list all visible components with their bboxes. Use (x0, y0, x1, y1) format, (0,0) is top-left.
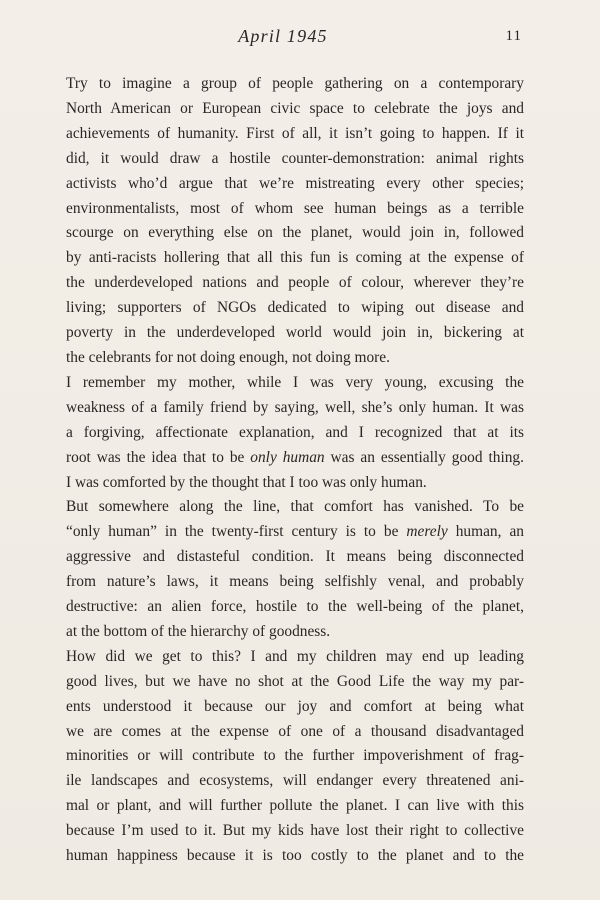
text-line: we are comes at the expense of one of a thousand disadvantaged (66, 722, 524, 740)
text-line: ents understood it because our joy and comfort at being what (66, 697, 524, 715)
text-line: I was comforted by the thought that I too was only human. (66, 473, 427, 491)
text-line: living; supporters of NGOs dedicated to wiping out disease and (66, 299, 524, 317)
text-line: I remember my mother, while I was very young, excusing the (66, 373, 524, 391)
body-text (66, 72, 524, 869)
text-segment: was an essentially good thing. (324, 448, 524, 466)
text-line: good lives, but we have no shot at the Good Life the way my par- (66, 672, 524, 690)
text-line: Try to imagine a group of people gathering on a contemporary (66, 75, 524, 92)
text-line: scourge on everything else on the planet, would join in, followed (66, 224, 524, 242)
text-line: did, it would draw a hostile counter-demonstration: animal rights (66, 149, 524, 167)
emphasis-text: merely (406, 523, 448, 541)
paragraph-1 (66, 72, 524, 371)
text-line: minorities or will contribute to the further impoverishment of frag- (66, 747, 524, 765)
text-segment: “only human” in the twenty-first century is to be (66, 523, 407, 541)
text-line: because I’m used to it. But my kids have lost their right to collective (66, 822, 524, 840)
text-line: at the bottom of the hierarchy of goodness. (66, 622, 331, 640)
text-line: poverty in the underdeveloped world would join in, bickering at (66, 324, 524, 342)
paragraph-2 (66, 371, 524, 496)
text-line: But somewhere along the line, that comfort has vanished. To be (66, 498, 524, 516)
text-line: from nature’s laws, it means being selfishly venal, and probably (66, 573, 524, 591)
text-line (66, 520, 524, 545)
text-line: by anti-racists hollering that all this fun is coming at the expense of (66, 249, 524, 267)
text-line: How did we get to this? I and my children may end up leading (66, 647, 524, 665)
text-line: human happiness because it is too costly to the planet and to the (66, 847, 524, 865)
text-segment: root was the idea that to be (66, 448, 251, 466)
text-line: weakness of a family friend by saying, well, she’s only human. It was (66, 398, 524, 416)
running-title: April 1945 (238, 26, 328, 46)
text-line: the celebrants for not doing enough, not doing more. (66, 348, 390, 366)
page-number: 11 (505, 28, 522, 44)
running-head (0, 22, 600, 50)
text-segment: human, an (447, 523, 524, 541)
text-line: a forgiving, affectionate explanation, and I recognized that at its (66, 423, 524, 441)
text-line (66, 446, 524, 471)
emphasis-text: only human (250, 448, 325, 466)
text-line: destructive: an alien force, hostile to the well-being of the planet, (66, 598, 524, 616)
text-line: aggressive and distasteful condition. It means being disconnected (66, 548, 524, 566)
text-line: the underdeveloped nations and people of colour, wherever they’re (66, 274, 524, 292)
text-line: mal or plant, and will further pollute the planet. I can live with this (66, 797, 524, 815)
paragraph-4 (66, 645, 524, 869)
text-line: ile landscapes and ecosystems, will endanger every threatened ani- (66, 772, 524, 790)
text-line: environmentalists, most of whom see human beings as a terrible (66, 199, 524, 217)
text-line: activists who’d argue that we’re mistreating every other species; (66, 174, 524, 192)
text-line: North American or European civic space to celebrate the joys and (66, 99, 524, 117)
paragraph-3 (66, 495, 524, 644)
text-line: achievements of humanity. First of all, it isn’t going to happen. If it (66, 124, 524, 142)
